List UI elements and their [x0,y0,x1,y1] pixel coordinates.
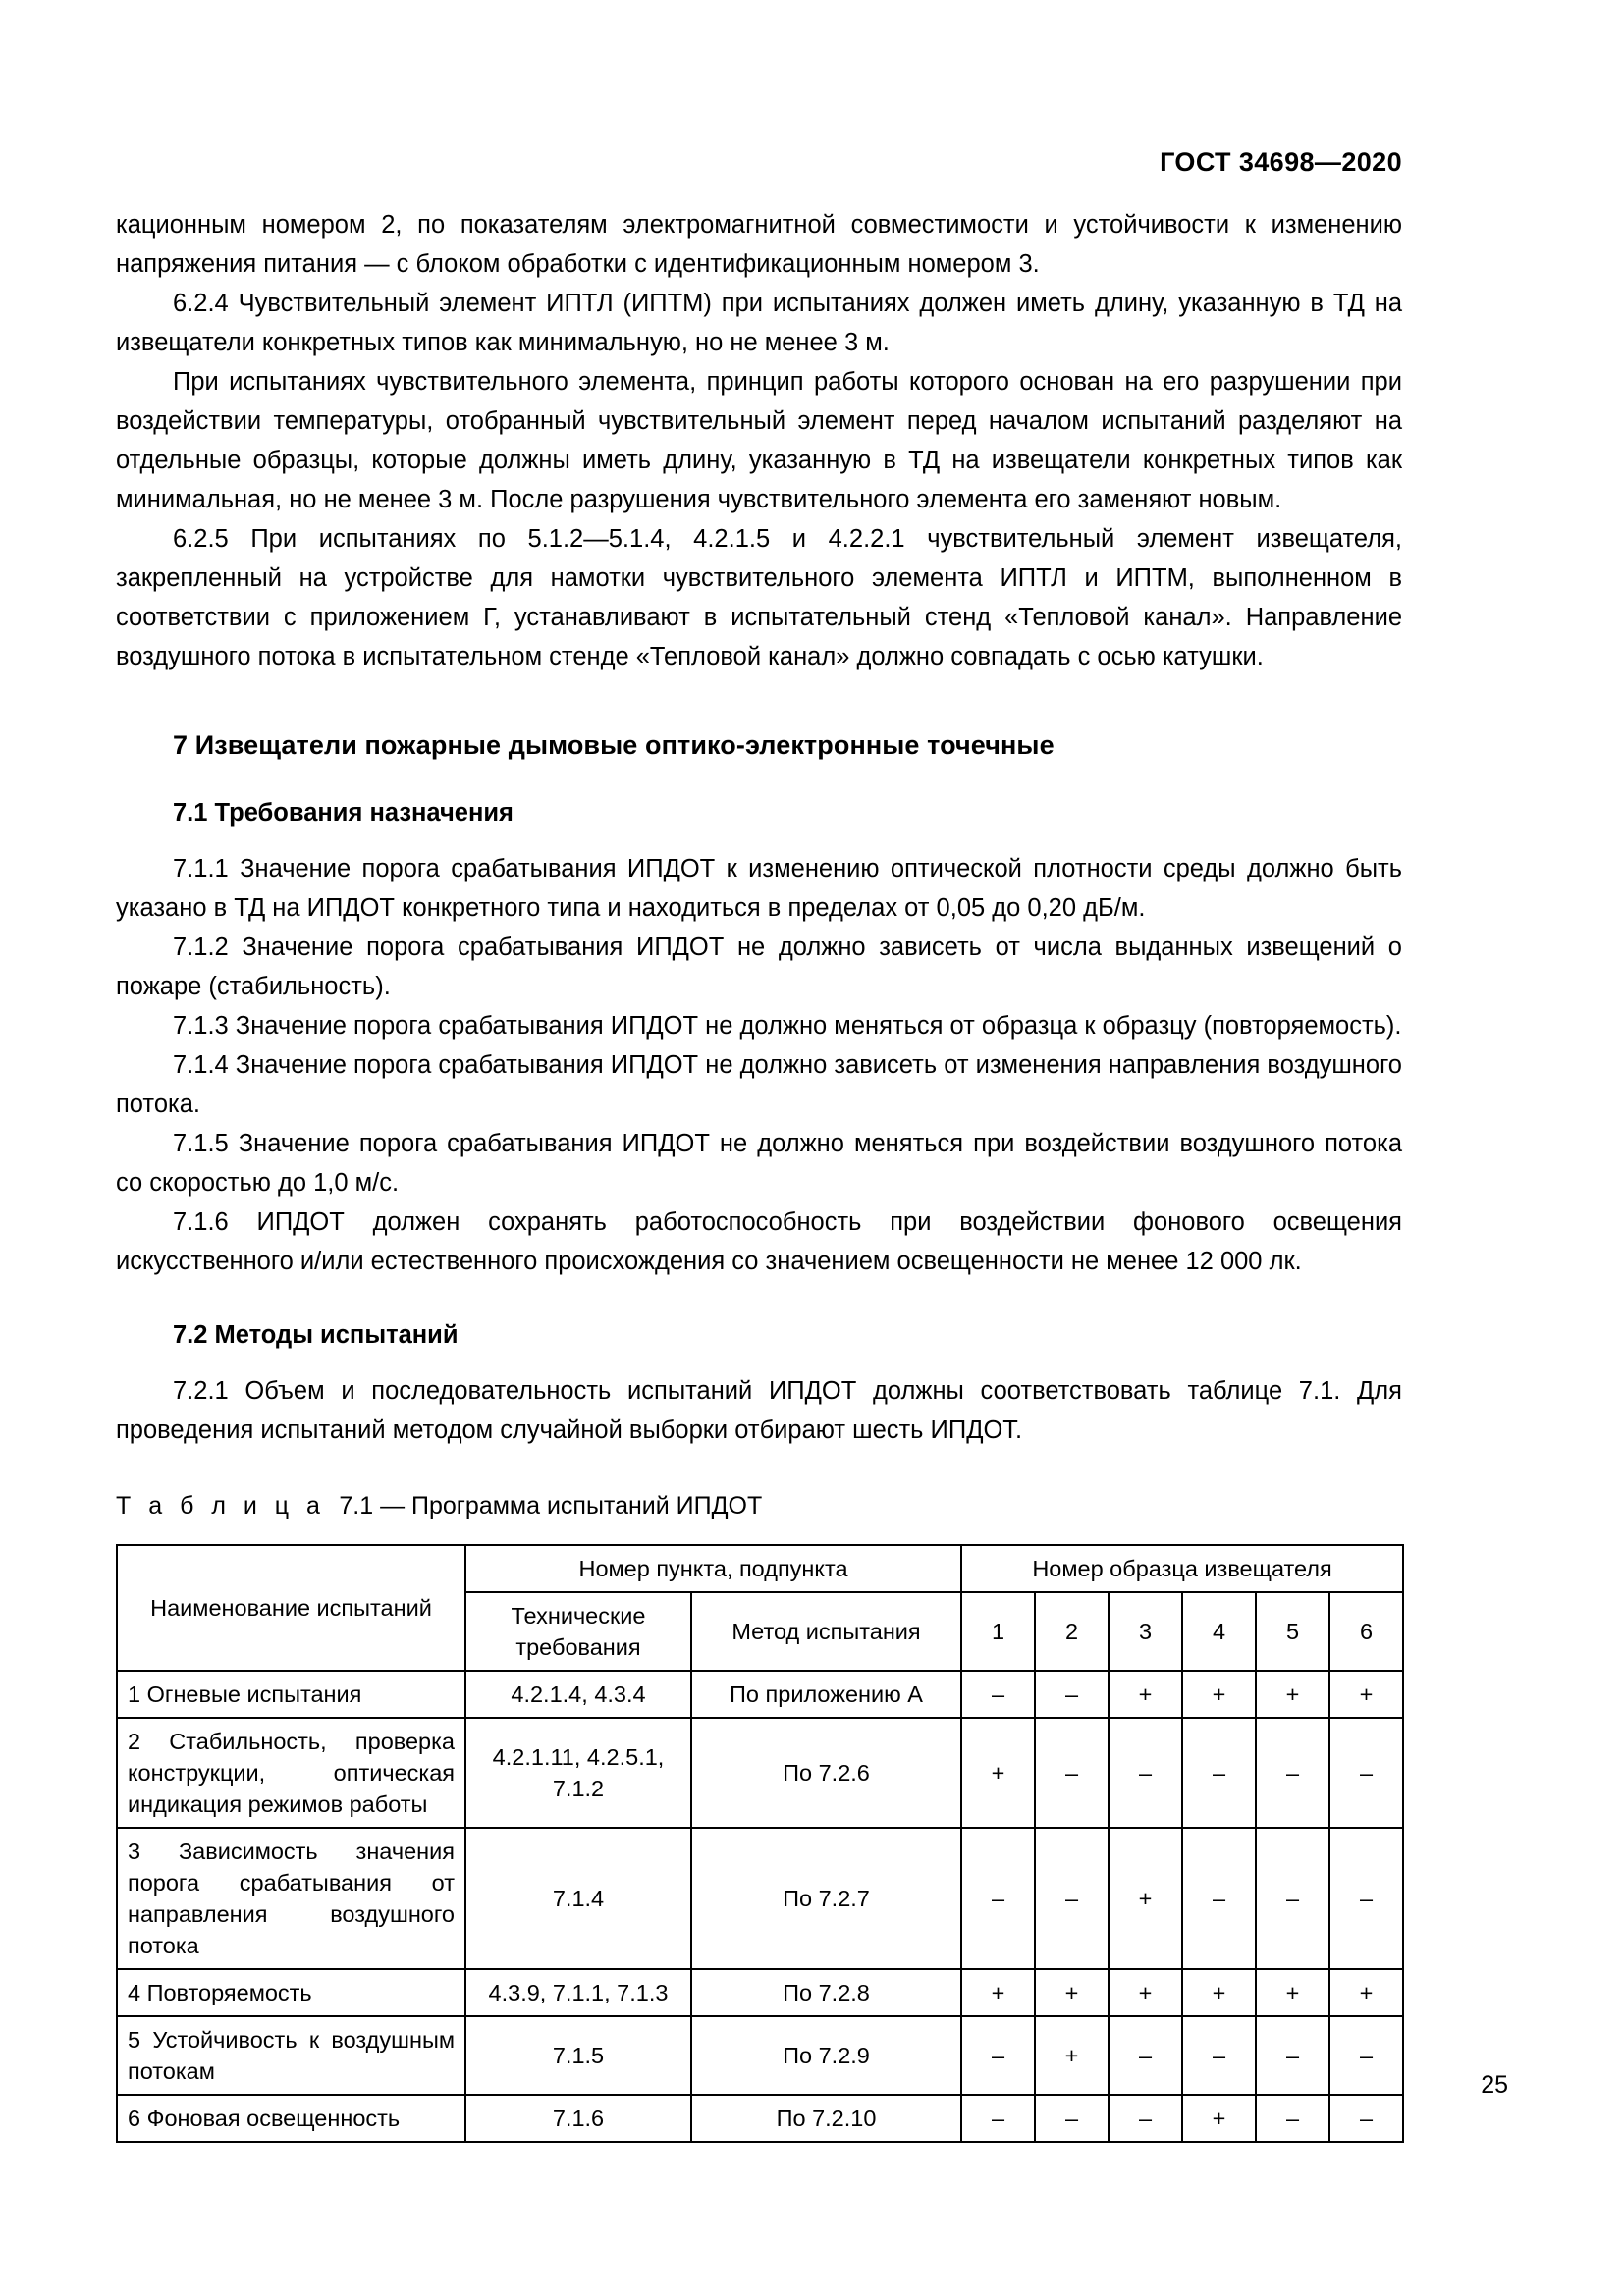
table-header-technical-requirements: Технические требования [465,1592,691,1671]
spacer-before-table-caption [116,1450,1402,1489]
spacer-before-section-7-2 [116,1281,1402,1318]
cell-test-name: 2 Стабильность, проверка конструкции, оптическая индикация режимов работы [117,1718,465,1828]
table-header-row-top [117,1545,1403,1592]
cell-sample-1: – [961,2016,1035,2095]
table-row [117,1671,1403,1718]
paragraph-7-2-1: 7.2.1 Объем и последовательность испытаний ИПДОТ должны соответствовать таблице 7.1. Для проведения испытаний методом случайной выборки отбирают шесть ИПДОТ. [116,1377,1402,1444]
cell-technical-requirements: 4.2.1.4, 4.3.4 [465,1671,691,1718]
cell-test-method: По 7.2.7 [691,1828,961,1969]
paragraph-sensitive-element-destruction: При испытаниях чувствительного элемента, принцип работы которого основан на его разрушении при воздействии температуры, отобранный чувствительный элемент перед началом испытаний разделяют на отдельные образцы, которые должны иметь длину, указанную в ТД на извещатели конкретных типов как минимальная, но не менее 3 м. После разрушения чувствительного элемента его заменяют новым. [116,368,1402,513]
page-number: 25 [1481,2071,1508,2099]
cell-sample-4: + [1182,1969,1256,2016]
table-caption-number: 7.1 [339,1492,374,1520]
paragraph-7-1-4: 7.1.4 Значение порога срабатывания ИПДОТ не должно зависеть от изменения направления воздушного потока. [116,1051,1402,1118]
table-row [117,2095,1403,2142]
table-row [117,1969,1403,2016]
table-body [117,1671,1403,2142]
table-head [117,1545,1403,1671]
cell-sample-6: – [1329,2016,1403,2095]
cell-sample-4: + [1182,2095,1256,2142]
cell-test-method: По 7.2.10 [691,2095,961,2142]
cell-sample-4: – [1182,1828,1256,1969]
cell-sample-5: – [1256,2016,1329,2095]
cell-sample-3: + [1109,1828,1182,1969]
cell-test-name: 4 Повторяемость [117,1969,465,2016]
cell-sample-5: – [1256,2095,1329,2142]
table-row [117,1828,1403,1969]
cell-test-name: 1 Огневые испытания [117,1671,465,1718]
page-content [116,0,1402,2143]
table-caption-label: Т а б л и ц а [116,1492,326,1520]
cell-sample-1: – [961,2095,1035,2142]
table-caption [116,1489,1402,1522]
cell-sample-1: + [961,1969,1035,2016]
table-header-sample-1: 1 [961,1592,1035,1671]
cell-sample-6: + [1329,1969,1403,2016]
cell-sample-2: – [1035,2095,1109,2142]
table-header-sample-3: 3 [1109,1592,1182,1671]
cell-sample-1: – [961,1828,1035,1969]
cell-sample-3: + [1109,1969,1182,2016]
cell-sample-6: – [1329,1718,1403,1828]
paragraph-6-2-4: 6.2.4 Чувствительный элемент ИПТЛ (ИПТМ) при испытаниях должен иметь длину, указанную в ТД на извещатели конкретных типов как минимальную, но не менее 3 м. [116,290,1402,356]
cell-technical-requirements: 4.2.1.11, 4.2.5.1, 7.1.2 [465,1718,691,1828]
paragraph-7-1-5: 7.1.5 Значение порога срабатывания ИПДОТ не должно меняться при воздействии воздушного потока со скоростью до 1,0 м/с. [116,1130,1402,1197]
cell-sample-5: – [1256,1828,1329,1969]
cell-sample-6: – [1329,1828,1403,1969]
cell-sample-4: + [1182,1671,1256,1718]
cell-test-name: 5 Устойчивость к воздушным потокам [117,2016,465,2095]
table-row [117,2016,1403,2095]
cell-test-method: По 7.2.8 [691,1969,961,2016]
table-header-sample-4: 4 [1182,1592,1256,1671]
cell-test-method: По приложению А [691,1671,961,1718]
cell-sample-1: + [961,1718,1035,1828]
cell-test-method: По 7.2.9 [691,2016,961,2095]
section-heading-7-2: 7.2 Методы испытаний [173,1321,459,1349]
cell-sample-2: – [1035,1671,1109,1718]
spacer-after-section-7 [116,763,1402,796]
cell-sample-5: – [1256,1718,1329,1828]
paragraph-6-2-5: 6.2.5 При испытаниях по 5.1.2—5.1.4, 4.2.1.5 и 4.2.2.1 чувствительный элемент извещателя, закрепленный на устройстве для намотки чувствительного элемента ИПТЛ и ИПТМ, выполненном в соответствии с приложением Г, устанавливают в испытательный стенд «Тепловой канал». Направление воздушного потока в испытательном стенде «Тепловой канал» должно совпадать с осью катушки. [116,525,1402,670]
table-header-sample-group: Номер образца извещателя [961,1545,1403,1592]
table-header-test-name: Наименование испытаний [117,1545,465,1671]
cell-sample-5: + [1256,1671,1329,1718]
spacer-after-section-7-1 [116,829,1402,849]
cell-sample-6: + [1329,1671,1403,1718]
cell-test-method: По 7.2.6 [691,1718,961,1828]
table-row [117,1718,1403,1828]
cell-technical-requirements: 7.1.6 [465,2095,691,2142]
table-header-sample-2: 2 [1035,1592,1109,1671]
cell-test-name: 3 Зависимость значения порога срабатывания от направления воздушного потока [117,1828,465,1969]
paragraph-7-1-1: 7.1.1 Значение порога срабатывания ИПДОТ к изменению оптической плотности среды должно быть указано в ТД на ИПДОТ конкретного типа и находиться в пределах от 0,05 до 0,20 дБ/м. [116,855,1402,922]
paragraph-continued: кационным номером 2, по показателям электромагнитной совместимости и устойчивости к изменению напряжения питания — с блоком обработки с идентификационным номером 3. [116,211,1402,278]
cell-sample-4: – [1182,1718,1256,1828]
document-header-standard-number: ГОСТ 34698—2020 [1160,147,1402,177]
spacer-after-section-7-2 [116,1352,1402,1371]
cell-sample-3: + [1109,1671,1182,1718]
cell-sample-3: – [1109,2095,1182,2142]
spacer-before-section-7 [116,676,1402,727]
cell-sample-2: + [1035,1969,1109,2016]
table-header-sample-6: 6 [1329,1592,1403,1671]
cell-test-name: 6 Фоновая освещенность [117,2095,465,2142]
cell-sample-3: – [1109,2016,1182,2095]
cell-sample-4: – [1182,2016,1256,2095]
paragraph-7-1-6: 7.1.6 ИПДОТ должен сохранять работоспособность при воздействии фонового освещения искусственного и/или естественного происхождения со значением освещенности не менее 12 000 лк. [116,1208,1402,1275]
cell-sample-2: – [1035,1828,1109,1969]
cell-technical-requirements: 7.1.5 [465,2016,691,2095]
table-caption-title: Программа испытаний ИПДОТ [411,1492,763,1520]
cell-sample-1: – [961,1671,1035,1718]
cell-sample-3: – [1109,1718,1182,1828]
table-header-test-method: Метод испытания [691,1592,961,1671]
cell-technical-requirements: 7.1.4 [465,1828,691,1969]
section-heading-7: 7 Извещатели пожарные дымовые оптико-электронные точечные [173,730,1055,760]
table-caption-dash: — [380,1492,406,1520]
table-header-sample-5: 5 [1256,1592,1329,1671]
cell-sample-2: + [1035,2016,1109,2095]
paragraph-7-1-3: 7.1.3 Значение порога срабатывания ИПДОТ не должно меняться от образца к образцу (повторяемость). [173,1012,1402,1040]
test-program-table [116,1544,1404,2143]
cell-sample-5: + [1256,1969,1329,2016]
cell-sample-6: – [1329,2095,1403,2142]
section-heading-7-1: 7.1 Требования назначения [173,799,514,827]
cell-sample-2: – [1035,1718,1109,1828]
paragraph-7-1-2: 7.1.2 Значение порога срабатывания ИПДОТ не должно зависеть от числа выданных извещений о пожаре (стабильность). [116,934,1402,1000]
cell-technical-requirements: 4.3.9, 7.1.1, 7.1.3 [465,1969,691,2016]
table-header-clause-group: Номер пункта, подпункта [465,1545,961,1592]
